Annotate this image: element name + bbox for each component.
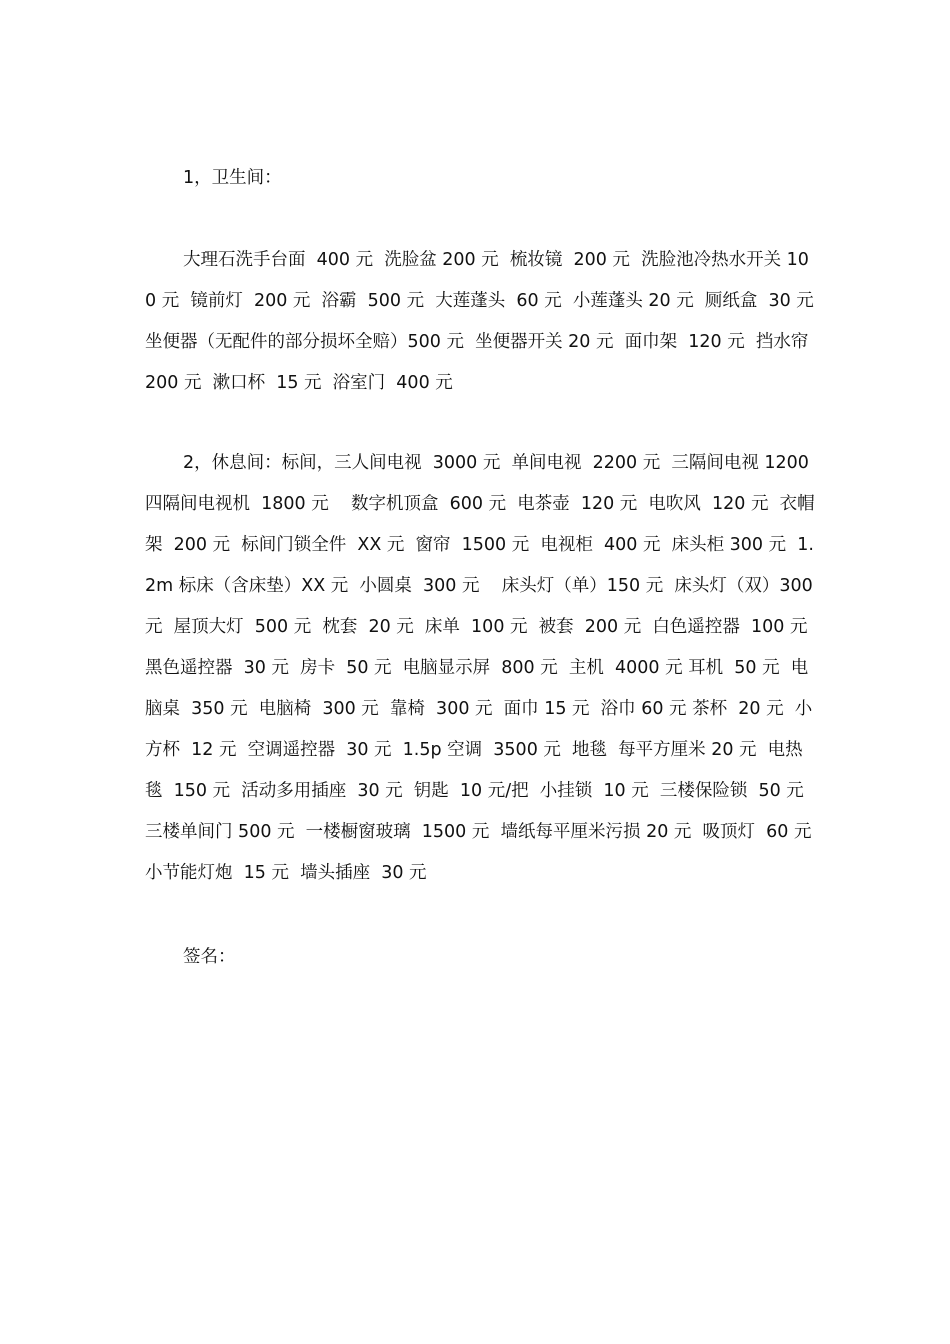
section-2-item-list: 2，休息间：标间，三人间电视 3000 元 单间电视 2200 元 三隔间电视 1200 四隔间电视机 1800 元 数字机顶盒 600 元 电茶壶 120 元 电吹风 120 元 衣帽架 200 元 标间门锁全件 XX 元 窗帘 1500 元 电视柜 400 元 床头柜 300 元 1.2m 标床（含床垫）XX 元 小圆桌 300 元 床头灯（单）150 元 床头灯（双）300 元 屋顶大灯 500 元 枕套 20 元 床单 100 元 被套 200 元 白色遥控器 100 元 黑色遥控器 30 元 房卡 50 元 电脑显示屏 800 元 主机 4000 元 耳机 50 元 电脑桌 350 元 电脑椅 300 元 靠椅 300 元 面巾 15 元 浴巾 60 元 茶杯 20 元 小方杯 12 元 空调遥控器 30 元 1.5p 空调 3500 元 地毯 每平方厘米 20 元 电热毯 150 元 活动多用插座 30 元 钥匙 10 元/把 小挂锁 10 元 三楼保险锁 50 元 三楼单间门 500 元 一楼橱窗玻璃 1500 元 墙纸每平厘米污损 20 元 吸顶灯 60 元 小节能灯炮 15 元 墙头插座 30 元 xyxy=(145,453,823,883)
section-1-item-list: 大理石洗手台面 400 元 洗脸盆 200 元 梳妆镜 200 元 洗脸池冷热水开关 100 元 镜前灯 200 元 浴霸 500 元 大莲蓬头 60 元 小莲蓬头 20 元 厕纸盒 30 元 坐便器（无配件的部分损坏全赔）500 元 坐便器开关 20 元 面巾架 120 元 挡水帘 200 元 漱口杯 15 元 浴室门 400 元 xyxy=(145,250,825,393)
signature-label: 签名： xyxy=(183,947,236,967)
section-1-heading: 1，卫生间： xyxy=(183,168,282,188)
